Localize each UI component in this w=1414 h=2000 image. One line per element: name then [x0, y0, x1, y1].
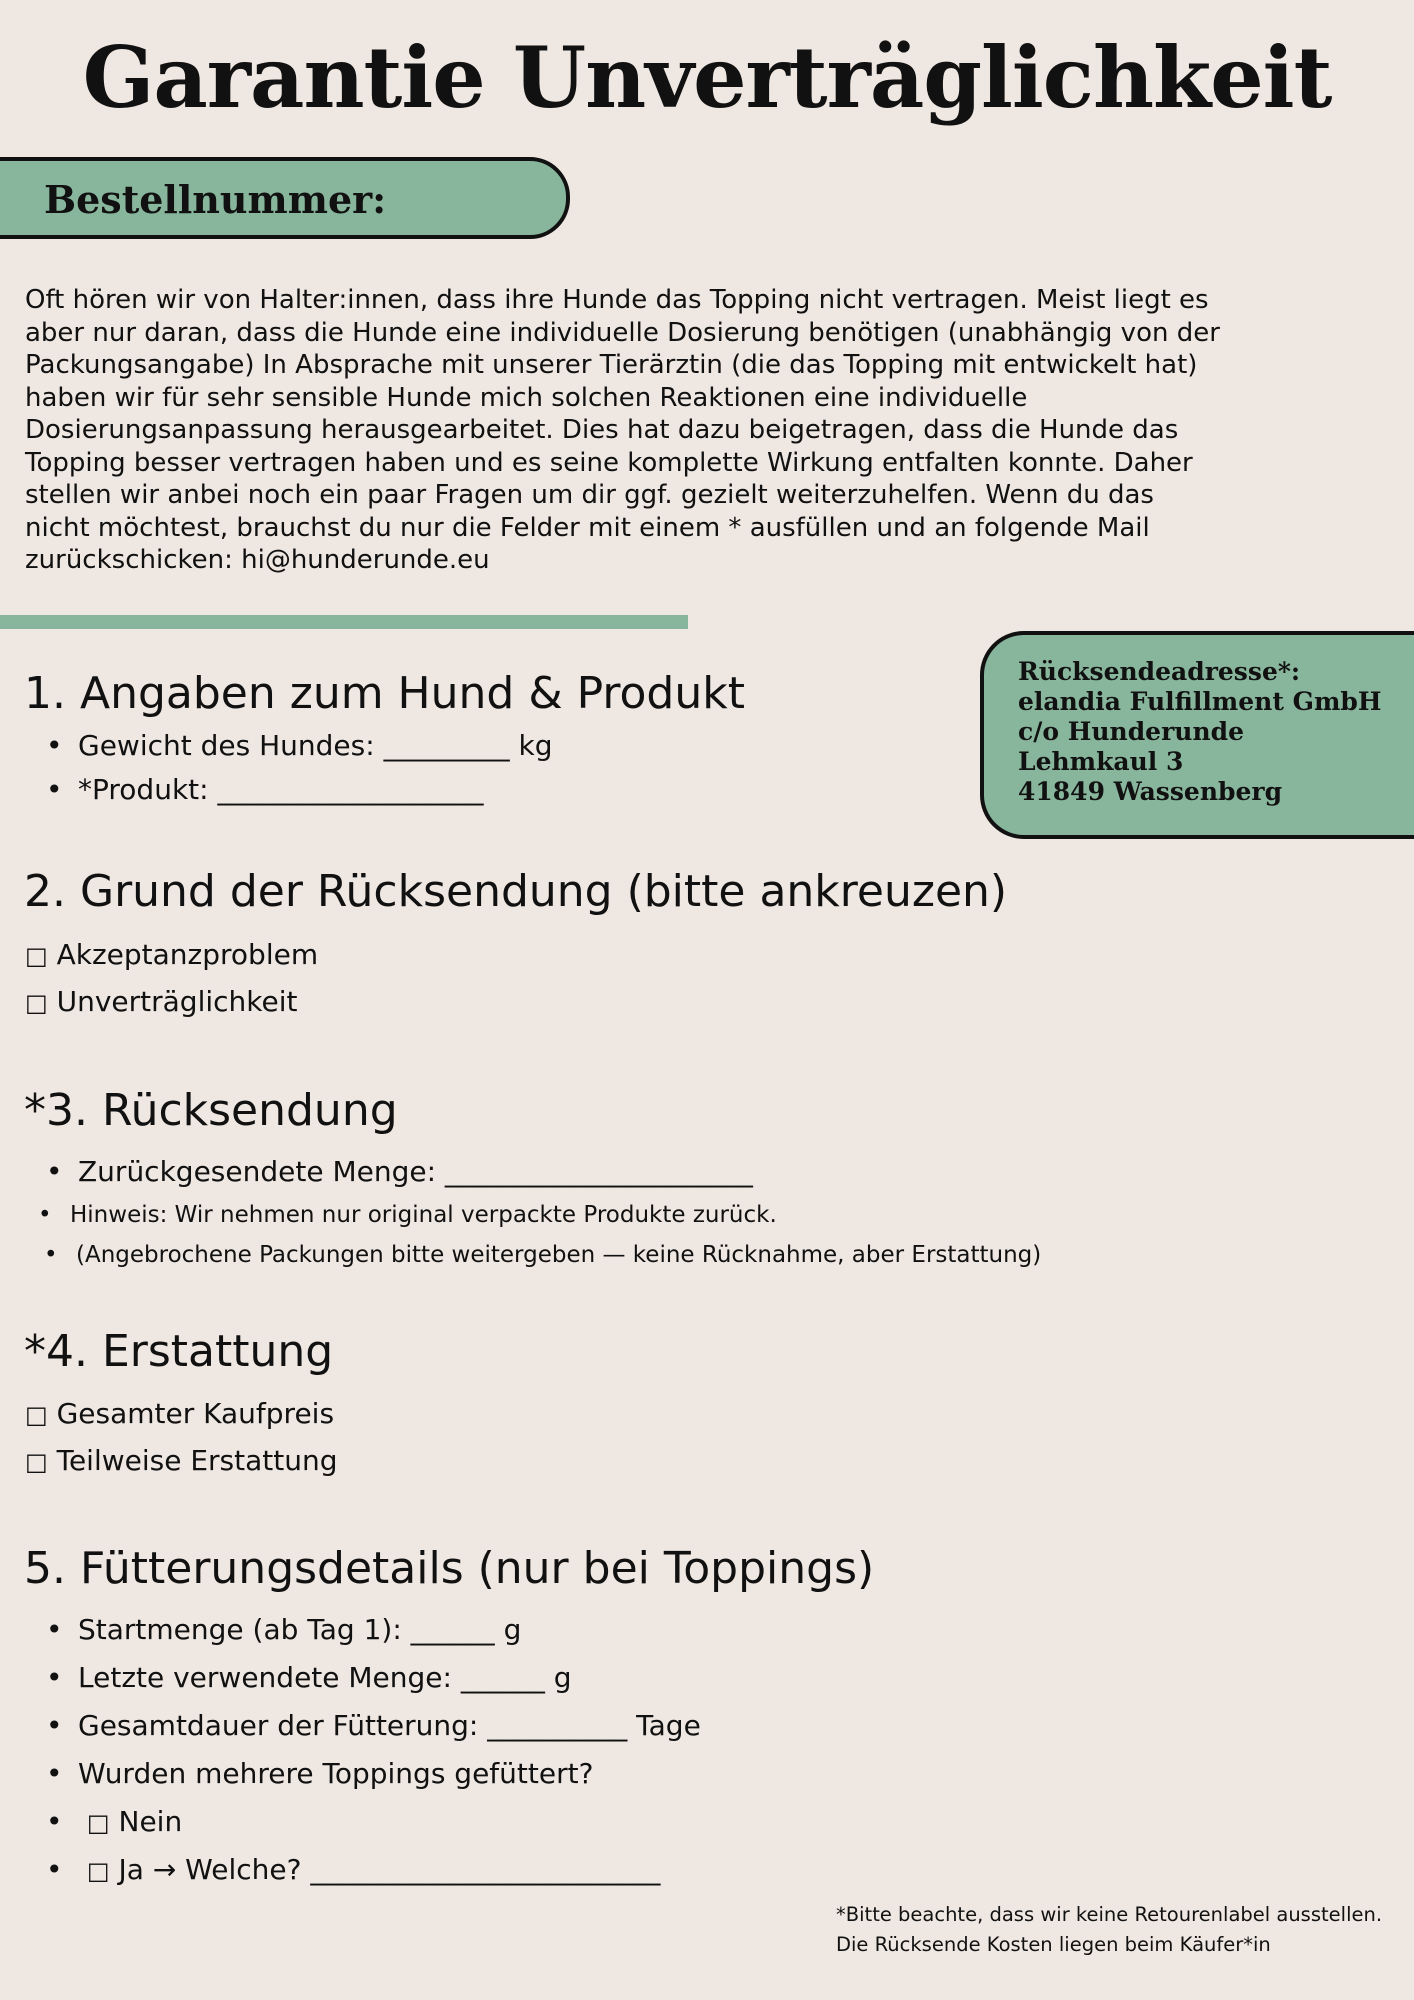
- return-address-box: [980, 631, 1414, 839]
- option-label: Akzeptanzproblem: [56, 938, 319, 971]
- return-note: • Hinweis: Wir nehmen nur original verpackte Produkte zurück.: [70, 1202, 777, 1228]
- intro-paragraph: Oft hören wir von Halter:innen, dass ihre Hunde das Topping nicht vertragen. Meist liegt es aber nur daran, dass die Hunde eine individuelle Dosierung benötigen (unabhängig von der Packungsangabe) In Absprache mit unserer Tierärztin (die das Topping mit entwickelt hat) haben wir für sehr sensible Hunde mich solchen Reaktionen eine individuelle Dosierungsanpassung herausgearbeitet. Dies hat dazu beigetragen, dass die Hunde das Topping besser vertragen haben und es seine komplette Wirkung entfalten konnte. Daher stellen wir anbei noch ein paar Fragen um dir ggf. gezielt weiterzuhelfen. Wenn du das nicht möchtest, brauchst du nur die Felder mit einem * ausfüllen und an folgende Mail zurückschicken: hi@hunderunde.eu: [25, 285, 1220, 575]
- checkbox-icon[interactable]: □: [25, 1401, 48, 1429]
- return-note: • (Angebrochene Packungen bitte weitergeben — keine Rücknahme, aber Erstattung): [76, 1242, 1041, 1268]
- checkbox-icon[interactable]: □: [25, 989, 48, 1017]
- option-label: Unverträglichkeit: [56, 985, 298, 1018]
- section-5-heading: 5. Fütterungsdetails (nur bei Toppings): [24, 1543, 875, 1594]
- checkbox-icon[interactable]: □: [86, 1809, 110, 1837]
- section-3-heading: *3. Rücksendung: [24, 1085, 398, 1136]
- checkbox-option-full-refund[interactable]: [25, 1397, 334, 1430]
- checkbox-option-acceptance[interactable]: [25, 938, 318, 971]
- feeding-duration-field[interactable]: • Gesamtdauer der Fütterung: __________ Tage: [78, 1709, 701, 1742]
- return-address-line: Lehmkaul 3: [1018, 747, 1184, 776]
- return-address-line: elandia Fulfillment GmbH: [1018, 687, 1382, 716]
- checkbox-icon[interactable]: □: [25, 942, 48, 970]
- page-title: Garantie Unverträglichkeit: [82, 28, 1332, 127]
- order-number-label: Bestellnummer:: [44, 177, 387, 222]
- return-address-heading: Rücksendeadresse*:: [1018, 657, 1301, 686]
- checkbox-icon[interactable]: □: [86, 1857, 110, 1885]
- last-amount-field[interactable]: • Letzte verwendete Menge: ______ g: [78, 1661, 572, 1694]
- section-2-heading: 2. Grund der Rücksendung (bitte ankreuzen): [24, 866, 1008, 917]
- start-amount-field[interactable]: • Startmenge (ab Tag 1): ______ g: [78, 1613, 521, 1646]
- multiple-toppings-question: • Wurden mehrere Toppings gefüttert?: [78, 1757, 593, 1790]
- option-label: Gesamter Kaufpreis: [56, 1397, 335, 1430]
- option-label: Teilweise Erstattung: [56, 1444, 338, 1477]
- footnote: [836, 1900, 1396, 1960]
- dog-weight-field[interactable]: • Gewicht des Hundes: _________ kg: [78, 729, 552, 762]
- checkbox-option-partial-refund[interactable]: [25, 1444, 338, 1477]
- section-4-heading: *4. Erstattung: [24, 1326, 334, 1377]
- order-number-banner: [0, 157, 570, 239]
- option-label: Ja → Welche? _________________________: [118, 1853, 661, 1886]
- footnote-line: *Bitte beachte, dass wir keine Retourenlabel ausstellen.: [836, 1903, 1383, 1926]
- checkbox-option-yes[interactable]: [78, 1853, 660, 1886]
- checkbox-option-no[interactable]: [78, 1805, 182, 1838]
- return-address-line: 41849 Wassenberg: [1018, 777, 1283, 806]
- section-divider: [0, 615, 688, 629]
- footnote-line: Die Rücksende Kosten liegen beim Käufer*in: [836, 1933, 1271, 1956]
- option-label: Nein: [118, 1805, 183, 1838]
- checkbox-option-intolerance[interactable]: [25, 985, 297, 1018]
- section-1-heading: 1. Angaben zum Hund & Produkt: [24, 668, 745, 719]
- checkbox-icon[interactable]: □: [25, 1448, 48, 1476]
- return-address-line: c/o Hunderunde: [1018, 717, 1245, 746]
- returned-quantity-field[interactable]: • Zurückgesendete Menge: ______________________: [78, 1155, 753, 1188]
- product-field[interactable]: • *Produkt: ___________________: [78, 773, 483, 806]
